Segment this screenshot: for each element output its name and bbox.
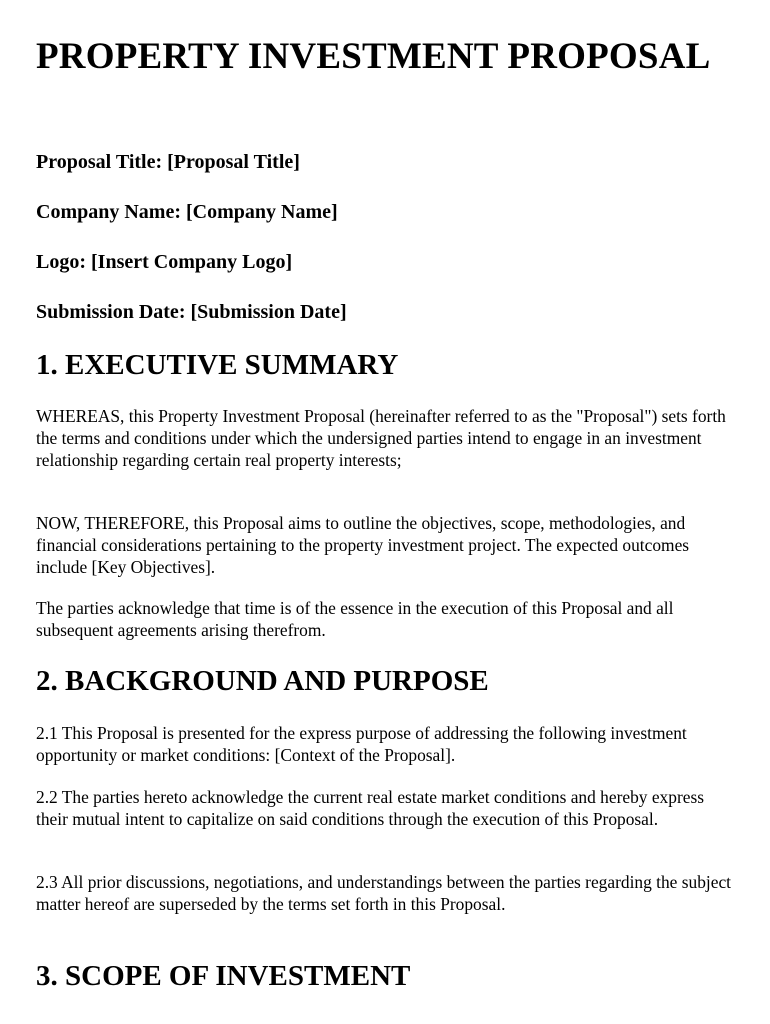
company-name-line: Company Name: [Company Name]: [36, 201, 338, 223]
document-title: PROPERTY INVESTMENT PROPOSAL: [36, 36, 711, 77]
paragraph-2-1: 2.1 This Proposal is presented for the express purpose of addressing the following investment opportunity or market conditions: [Context of the Proposal].: [36, 723, 687, 765]
paragraph-2-2: 2.2 The parties hereto acknowledge the current real estate market conditions and hereby express their mutual intent to capitalize on said conditions through the execution of this Proposal.: [36, 787, 704, 829]
section-heading-scope-of-investment: 3. SCOPE OF INVESTMENT: [36, 960, 411, 992]
paragraph-now-therefore: NOW, THEREFORE, this Proposal aims to outline the objectives, scope, methodologies, and financial considerations pertaining to the property investment project. The expected outcomes include [Key Objectives].: [36, 513, 690, 577]
paragraph-2-3: 2.3 All prior discussions, negotiations, and understandings between the parties regarding the subject matter hereof are superseded by the terms set forth in this Proposal.: [36, 872, 731, 914]
section-heading-background-purpose: 2. BACKGROUND AND PURPOSE: [36, 665, 489, 697]
logo-line: Logo: [Insert Company Logo]: [36, 251, 293, 273]
paragraph-whereas: WHEREAS, this Property Investment Proposal (hereinafter referred to as the "Proposal") sets forth the terms and conditions under which the undersigned parties intend to engage in an investment relationship regarding certain real property interests;: [36, 406, 726, 470]
submission-date-line: Submission Date: [Submission Date]: [36, 301, 347, 323]
proposal-title-line: Proposal Title: [Proposal Title]: [36, 151, 300, 173]
section-heading-executive-summary: 1. EXECUTIVE SUMMARY: [36, 349, 399, 381]
paragraph-time-essence: The parties acknowledge that time is of the essence in the execution of this Proposal and all subsequent agreements arising therefrom.: [36, 598, 674, 640]
